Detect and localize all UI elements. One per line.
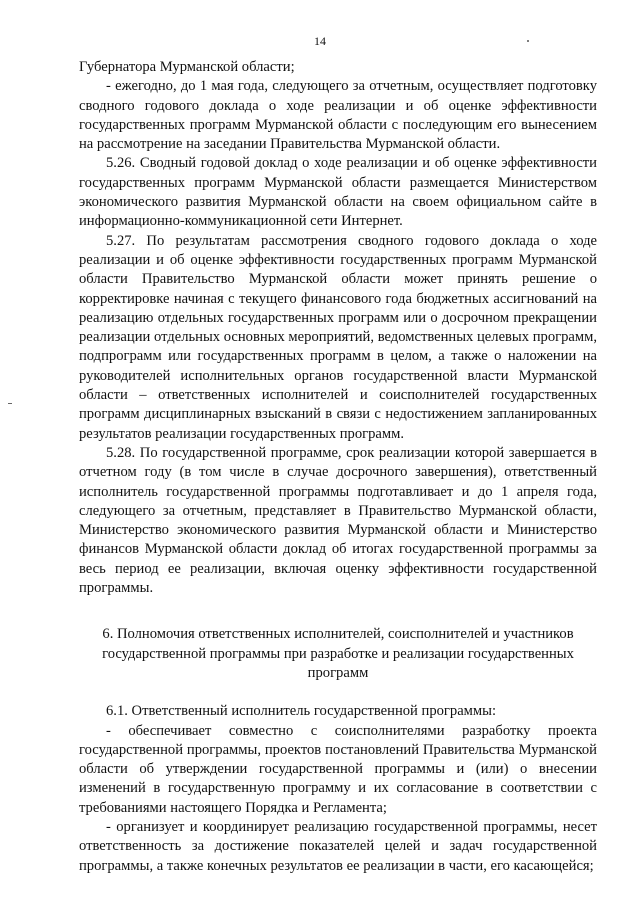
paragraph: 6.1. Ответственный исполнитель государственной программы:: [106, 703, 497, 720]
page-number: 14: [314, 34, 326, 48]
scan-mark: [527, 40, 529, 42]
paragraph: - организует и координирует реализацию государственной программы, несет ответственность за достижение показателей целей и задач государственной программы, а также конечных результатов ее реализации в части, его касающейся;: [79, 818, 597, 874]
paragraph: - обеспечивает совместно с соисполнителями разработку проекта государственной программы, проектов постановлений Правительства Мурманской области об утверждении государственной программы и (или) о внесении изменений в государственную программу и их согласование в соответствии с требованиями настоящего Порядка и Регламента;: [79, 722, 597, 816]
paragraph: 5.28. По государственной программе, срок реализации которой завершается в отчетном году (в том числе в случае досрочного завершения), ответственный исполнитель государственной программы подготавливает и до 1 апреля года, следующего за отчетным, представляет в Правительство Мурманской области, Министерство экономического развития Мурманской области и Министерство финансов Мурманской области доклад об итогах государственной программы за весь период ее реализации, включая оценку эффективности государственной программы.: [79, 444, 597, 597]
paragraph: 5.27. По результатам рассмотрения сводного годового доклада о ходе реализации и об оценке эффективности государственных программ Мурманской области Правительство Мурманской области может принять решение о корректировке начиная с текущего финансового года бюджетных ассигнований на реализацию отдельных государственных программ или о досрочном прекращении реализации отдельных основных мероприятий, ведомственных целевых программ, подпрограмм или государственных программ в целом, а также о наложении на руководителей исполнительных органов государственной власти Мурманской области – ответственных исполнителей и соисполнителей государственных программ дисциплинарных взысканий в связи с недостижением запланированных результатов реализации государственных программ.: [79, 232, 597, 442]
paragraph: - ежегодно, до 1 мая года, следующего за отчетным, осуществляет подготовку сводного годового доклада о ходе реализации и об оценке эффективности государственных программ Мурманской области с последующим его вынесением на рассмотрение на заседании Правительства Мурманской области.: [79, 78, 597, 153]
paragraph: 5.26. Сводный годовой доклад о ходе реализации и об оценке эффективности государственных программ Мурманской области размещается Министерством экономического развития Мурманской области на своем официальном сайте в информационно-коммуникационной сети Интернет.: [79, 155, 597, 230]
scan-mark: [8, 403, 12, 404]
section-heading: 6. Полномочия ответственных исполнителей, соисполнителей и участников государственной программы при разработке и реализации государственных программ: [102, 626, 574, 681]
document-body: [79, 58, 597, 876]
paragraph: Губернатора Мурманской области;: [79, 59, 295, 75]
